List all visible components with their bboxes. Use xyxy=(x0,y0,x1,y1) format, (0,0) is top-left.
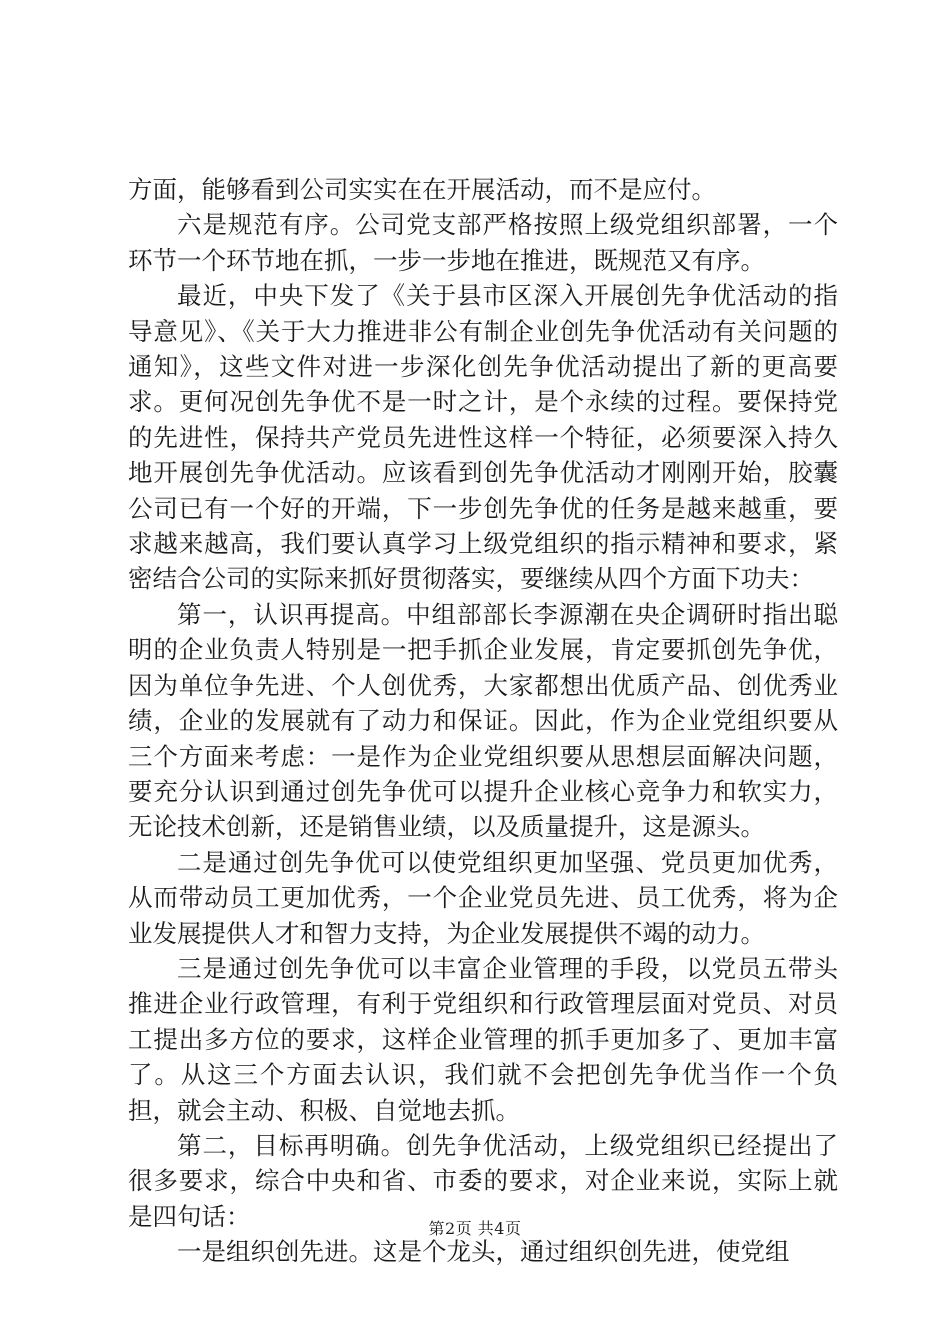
paragraph-3: 最近，中央下发了《关于县市区深入开展创先争优活动的指导意见》、《关于大力推进非公有制企业创先争优活动有关问题的通知》，这些文件对进一步深化创先争优活动提出了新的更高要求。更何况创先争优不是一时之计，是个永续的过程。要保持党的先进性，保持共产党员先进性这样一个特征，必须要深入持久地开展创先争优活动。应该看到创先争优活动才刚刚开始，胶囊公司已有一个好的开端，下一步创先争优的任务是越来越重，要求越来越高，我们要认真学习上级党组织的指示精神和要求，紧密结合公司的实际来抓好贯彻落实，要继续从四个方面下功夫： xyxy=(128,281,838,594)
paragraph-5: 二是通过创先争优可以使党组织更加坚强、党员更加优秀，从而带动员工更加优秀，一个企业党员先进、员工优秀，将为企业发展提供人才和智力支持，为企业发展提供不竭的动力。 xyxy=(128,847,838,948)
document-body xyxy=(128,172,838,1270)
paragraph-1: 方面，能够看到公司实实在在开展活动，而不是应付。 xyxy=(128,175,716,204)
page-footer xyxy=(0,1216,950,1239)
page-number-label: 第2页 共4页 xyxy=(428,1219,522,1238)
paragraph-6: 三是通过创先争优可以丰富企业管理的手段，以党员五带头推进企业行政管理，有利于党组织和行政管理层面对党员、对员工提出多方位的要求，这样企业管理的抓手更加多了、更加丰富了。从这三个方面去认识，我们就不会把创先争优当作一个负担，就会主动、积极、自觉地去抓。 xyxy=(128,953,838,1125)
paragraph-2: 六是规范有序。公司党支部严格按照上级党组织部署，一个环节一个环节地在抓，一步一步地在推进，既规范又有序。 xyxy=(128,210,838,275)
paragraph-8: 一是组织创先进。这是个龙头，通过组织创先进，使党组 xyxy=(177,1237,790,1267)
paragraph-4: 第一，认识再提高。中组部部长李源潮在央企调研时指出聪明的企业负责人特别是一把手抓企业发展，肯定要抓创先争优，因为单位争先进、个人创优秀，大家都想出优质产品、创优秀业绩，企业的发展就有了动力和保证。因此，作为企业党组织要从三个方面来考虑：一是作为企业党组织要从思想层面解决问题，要充分认识到通过创先争优可以提升企业核心竞争力和软实力，无论技术创新，还是销售业绩，以及质量提升，这是源头。 xyxy=(128,599,838,842)
paragraph-7: 第二，目标再明确。创先争优活动，上级党组织已经提出了很多要求，综合中央和省、市委的要求，对企业来说，实际上就是四句话： xyxy=(128,1130,838,1231)
